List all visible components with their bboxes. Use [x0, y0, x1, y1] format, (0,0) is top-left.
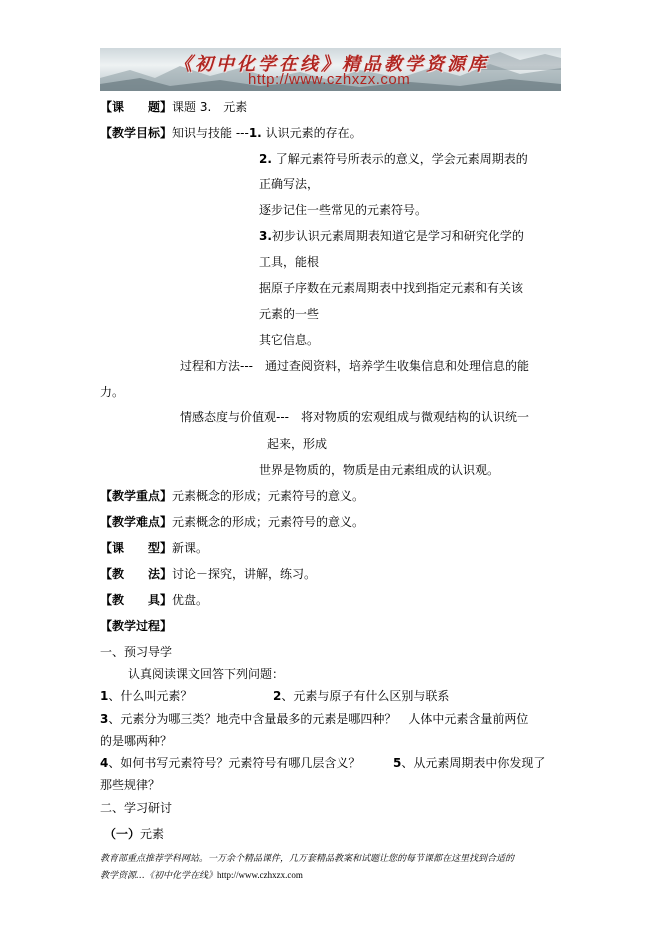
goal-label: 【教学目标】: [100, 126, 173, 140]
question-4-number: 4: [100, 756, 109, 770]
goal2-cont2: 逐步记住一些常见的元素符号。: [259, 203, 428, 217]
footer-url[interactable]: http://www.czhxzx.com: [217, 870, 303, 880]
tool-value: 优盘。: [172, 593, 209, 607]
question-4: [100, 756, 360, 770]
footer-line-2-text: 教学资源…《初中化学在线》: [100, 871, 218, 881]
focus-line: [100, 489, 364, 503]
goal3-number: 3.: [259, 229, 272, 243]
difficulty-value: 元素概念的形成；元素符号的意义。: [172, 515, 365, 529]
process-goal-cont: 力。: [100, 385, 125, 399]
footer-line-1: 教育部重点推荐学科网站。一万余个精品课件，几万套精品教案和试题让您的每节课都在这里找到合适的: [100, 854, 515, 864]
goal2-cont1: 正确写法，: [259, 177, 320, 191]
sub1-text: 元素: [140, 827, 165, 841]
question-4-text: 、如何书写元素符号？元素符号有哪几层含义？: [108, 756, 361, 770]
question-5-text: 、从元素周期表中你发现了: [401, 756, 546, 770]
question-3: [100, 712, 528, 726]
method-label: 【教 法】: [100, 567, 173, 581]
sub1-heading: [104, 827, 164, 841]
question-3-number: 3: [100, 712, 109, 726]
difficulty-line: [100, 515, 364, 529]
banner: [100, 48, 561, 91]
difficulty-label: 【教学难点】: [100, 515, 173, 529]
emotion-goal-cont2: 世界是物质的，物质是由元素组成的认识观。: [259, 463, 500, 477]
banner-url[interactable]: http://www.czhxzx.com: [248, 71, 411, 88]
banner-title: 《初中化学在线》精品教学资源库: [174, 54, 489, 75]
question-3-cont: 的是哪两种？: [100, 734, 173, 748]
goal3-cont4: 其它信息。: [259, 333, 320, 347]
preview-intro: 认真阅读课文回答下列问题：: [128, 667, 285, 681]
method-value: 讨论－探究，讲解，练习。: [172, 567, 317, 581]
question-1: [100, 689, 192, 703]
goal3-line: [259, 229, 524, 243]
type-label: 【课 型】: [100, 541, 173, 555]
emotion-goal-cont1: 起来，形成: [267, 437, 328, 451]
part2-heading: 二、学习研讨: [100, 801, 173, 815]
goal-intro: 知识与技能 ---: [172, 126, 249, 140]
goal2-line: [259, 152, 528, 166]
sub1-paren: （一）: [104, 827, 141, 841]
goal-line: [100, 126, 362, 140]
question-2-number: 2: [273, 689, 282, 703]
method-line: [100, 567, 316, 581]
goal3-cont1: 工具，能根: [259, 255, 320, 269]
goal1-number: 1.: [248, 126, 262, 140]
part1-heading: 一、预习导学: [100, 645, 173, 659]
question-1-number: 1: [100, 689, 109, 703]
goal2-text: 了解元素符号所表示的意义，学会元素周期表的: [271, 152, 528, 166]
emotion-goal-line: 情感态度与价值观--- 将对物质的宏观组成与微观结构的认识统一: [180, 410, 529, 424]
tool-line: [100, 593, 208, 607]
process-goal-line: 过程和方法--- 通过查阅资料，培养学生收集信息和处理信息的能: [180, 359, 529, 373]
course-title-line: [100, 100, 247, 114]
tool-label: 【教 具】: [100, 593, 173, 607]
question-5-number: 5: [393, 756, 402, 770]
course-value: 课题 3. 元素: [172, 100, 248, 114]
footer-line-2: [100, 869, 303, 882]
question-3-text: 、元素分为哪三类？地壳中含量最多的元素是哪四种？ 人体中元素含量前两位: [108, 712, 529, 726]
focus-value: 元素概念的形成；元素符号的意义。: [172, 489, 365, 503]
course-label: 【课 题】: [100, 100, 173, 114]
goal3-cont3: 元素的一些: [259, 307, 320, 321]
question-5-cont: 那些规律？: [100, 778, 161, 792]
question-2-text: 、元素与原子有什么区别与联系: [281, 689, 450, 703]
type-line: [100, 541, 208, 555]
goal2-number: 2.: [259, 152, 272, 166]
goal1-text: 认识元素的存在。: [261, 126, 362, 140]
type-value: 新课。: [172, 541, 209, 555]
question-2: [273, 689, 449, 703]
goal3-cont2: 据原子序数在元素周期表中找到指定元素和有关该: [259, 281, 524, 295]
process-label: 【教学过程】: [100, 619, 173, 633]
focus-label: 【教学重点】: [100, 489, 173, 503]
question-5: [393, 756, 545, 770]
goal3-text: 初步认识元素周期表知道它是学习和研究化学的: [271, 229, 524, 243]
question-1-text: 、什么叫元素？: [108, 689, 193, 703]
